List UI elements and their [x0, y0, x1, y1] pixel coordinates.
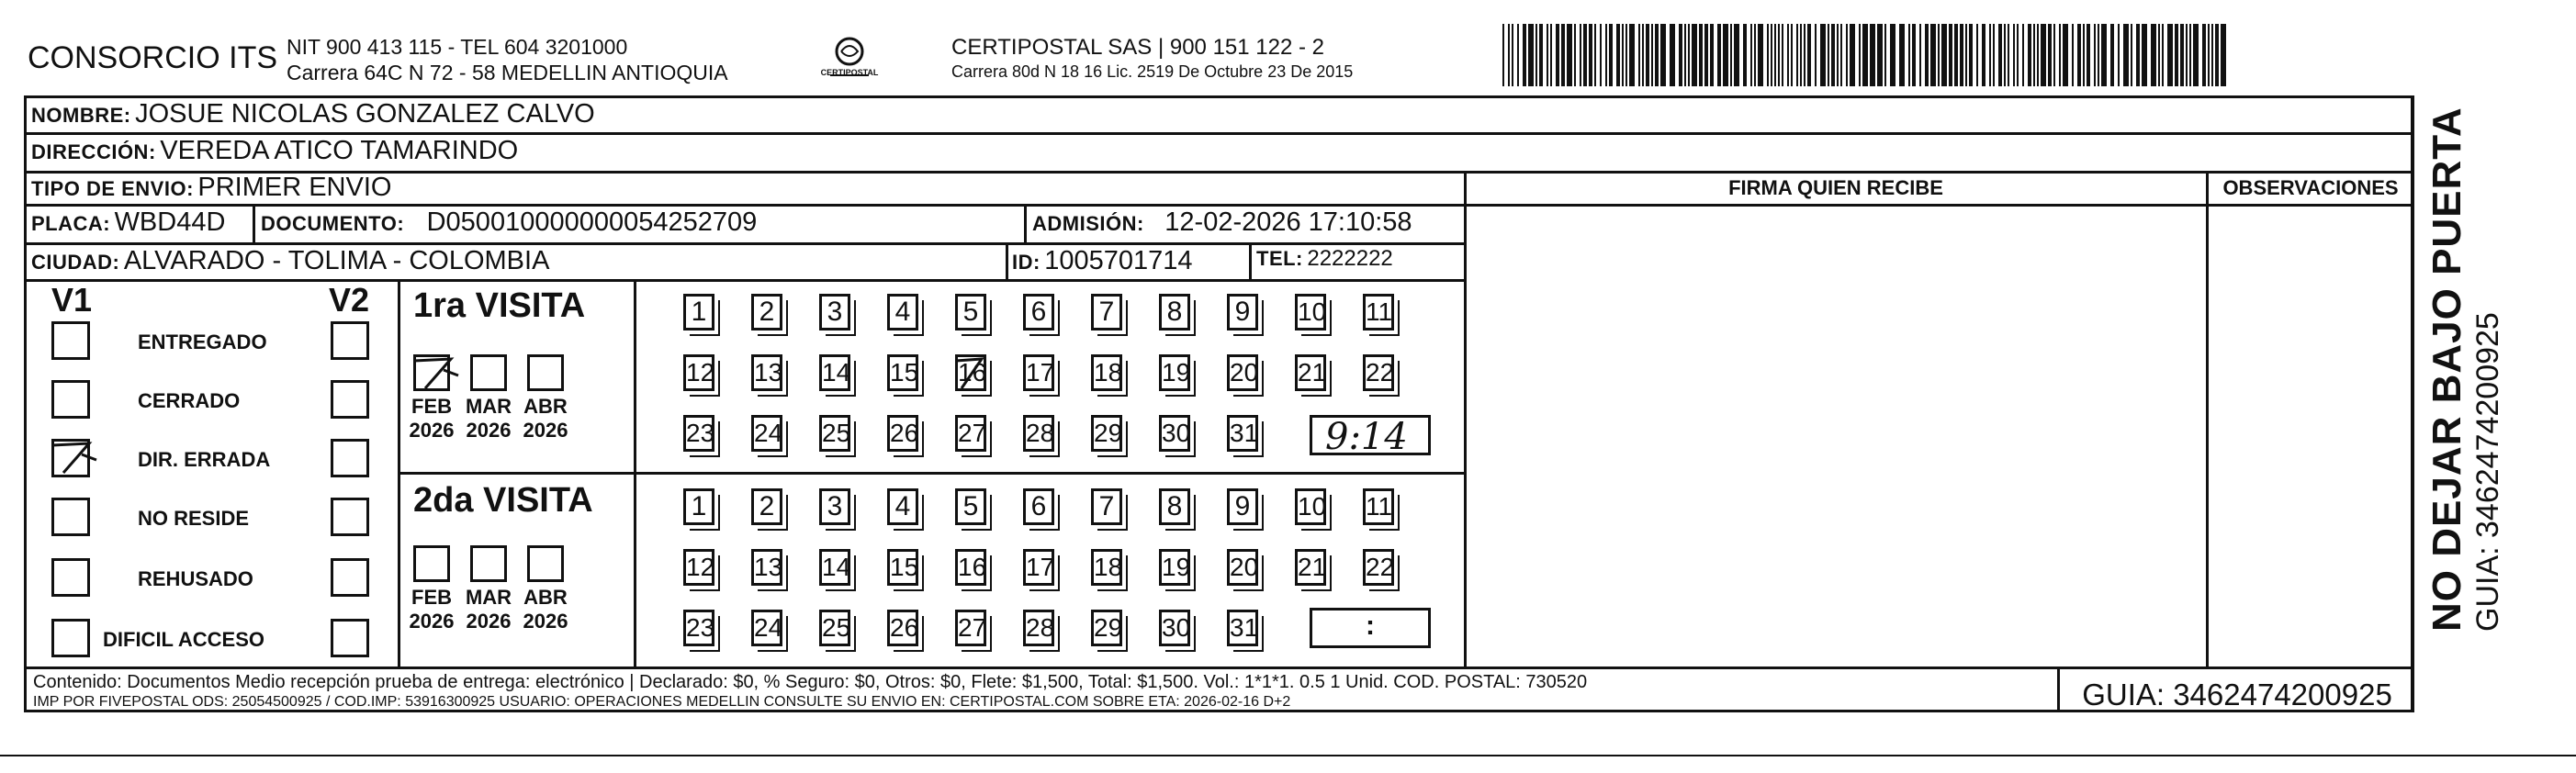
- day-box[interactable]: 28: [1023, 610, 1054, 646]
- v2-checkbox[interactable]: [331, 321, 369, 360]
- barcode-bar: [1862, 24, 1868, 86]
- barcode-bar: [1758, 24, 1763, 86]
- barcode-bar: [1517, 24, 1519, 86]
- barcode-bar: [1600, 24, 1602, 86]
- day-box[interactable]: 27: [955, 415, 986, 452]
- day-box[interactable]: 19: [1159, 354, 1190, 391]
- barcode-bar: [1930, 24, 1936, 86]
- day-box[interactable]: 25: [819, 415, 850, 452]
- month-label: FEB: [411, 586, 452, 609]
- v2-checkbox[interactable]: [331, 558, 369, 597]
- barcode-bar: [1982, 24, 1985, 86]
- barcode-bar: [2013, 24, 2015, 86]
- barcode-bar: [1692, 24, 1697, 86]
- barcode-bar: [1774, 24, 1776, 86]
- day-box[interactable]: 2: [751, 488, 782, 525]
- barcode-bar: [1820, 24, 1826, 86]
- day-box[interactable]: 30: [1159, 415, 1190, 452]
- status-label: REHUSADO: [138, 567, 253, 590]
- barcode-bar: [1717, 24, 1721, 86]
- barcode-bar: [1949, 24, 1952, 86]
- direccion-label: DIRECCIÓN:: [31, 140, 156, 163]
- day-box[interactable]: 5: [955, 294, 986, 330]
- firma-area[interactable]: [1467, 206, 2205, 665]
- barcode-bar: [1523, 24, 1526, 86]
- id-value: 1005701714: [1044, 246, 1193, 275]
- barcode-bar: [1734, 24, 1739, 86]
- day-box[interactable]: 20: [1227, 354, 1258, 391]
- barcode-bar: [1743, 24, 1747, 86]
- barcode-bar: [1580, 24, 1581, 86]
- barcode-bar: [2028, 24, 2031, 86]
- barcode-bar: [1589, 24, 1592, 86]
- side-guia: GUIA: 3462474200925: [2470, 312, 2505, 632]
- barcode-bar: [2180, 24, 2184, 86]
- barcode-bar: [1750, 24, 1752, 86]
- year-label: 2026: [523, 610, 568, 633]
- ciudad-label: CIUDAD:: [31, 251, 120, 274]
- barcode-bar: [1609, 24, 1613, 86]
- day-box[interactable]: 5: [955, 488, 986, 525]
- day-box[interactable]: 13: [751, 354, 782, 391]
- logo-text: CERTIPOSTAL: [820, 68, 879, 77]
- status-label: CERRADO: [138, 389, 241, 412]
- first-visit-time: 9:14: [1325, 416, 1408, 458]
- barcode-bar: [1723, 24, 1728, 86]
- day-box[interactable]: 14: [819, 549, 850, 586]
- day-box[interactable]: 8: [1159, 488, 1190, 525]
- day-box[interactable]: 7: [1091, 488, 1122, 525]
- day-box[interactable]: 11: [1363, 488, 1394, 525]
- day-box[interactable]: 1: [683, 488, 714, 525]
- day-box[interactable]: 22: [1363, 549, 1394, 586]
- barcode-bar: [1660, 24, 1666, 86]
- id-label: ID:: [1012, 251, 1041, 274]
- barcode-bar: [1800, 24, 1802, 86]
- company-address: Carrera 64C N 72 - 58 MEDELLIN ANTIOQUIA: [287, 61, 728, 84]
- documento-value: D050010000000054252709: [426, 207, 758, 237]
- day-box[interactable]: 30: [1159, 610, 1190, 646]
- day-box[interactable]: 26: [887, 610, 918, 646]
- v1-label: V1: [51, 281, 93, 319]
- barcode-bar: [1993, 24, 1995, 86]
- footer-guia: GUIA: 3462474200925: [2082, 678, 2392, 711]
- direccion-row: [31, 136, 518, 166]
- barcode-bar: [1638, 24, 1640, 86]
- day-box[interactable]: 3: [819, 294, 850, 330]
- barcode-bar: [2008, 24, 2009, 86]
- month-checkbox[interactable]: [527, 354, 564, 391]
- v2-checkbox[interactable]: [331, 498, 369, 536]
- barcode-bar: [1831, 24, 1835, 86]
- day-box[interactable]: 8: [1159, 294, 1190, 330]
- month-label: FEB: [411, 395, 452, 418]
- day-box[interactable]: 16: [955, 354, 986, 391]
- barcode-bar: [1899, 24, 1905, 86]
- barcode-bar: [1804, 24, 1805, 86]
- nombre-value: JOSUE NICOLAS GONZALEZ CALVO: [135, 99, 595, 129]
- barcode-bar: [1925, 24, 1929, 86]
- barcode-bar: [1622, 24, 1624, 86]
- second-visit-title: 2da VISITA: [413, 481, 593, 520]
- day-box[interactable]: 9: [1227, 294, 1258, 330]
- barcode-bar: [1870, 24, 1875, 86]
- barcode-bar: [1782, 24, 1783, 86]
- barcode-bar: [1616, 24, 1620, 86]
- barcode-bar: [1710, 24, 1714, 86]
- placa-value: WBD44D: [114, 207, 226, 237]
- barcode-bar: [1989, 24, 1991, 86]
- barcode-bar: [2202, 24, 2206, 86]
- documento-label: DOCUMENTO:: [261, 212, 405, 235]
- direccion-value: VEREDA ATICO TAMARINDO: [160, 136, 519, 165]
- placa-label: PLACA:: [31, 212, 111, 235]
- barcode-bar: [1965, 24, 1967, 86]
- barcode-bar: [2118, 24, 2120, 86]
- status-label: NO RESIDE: [138, 507, 250, 530]
- barcode-bar: [2208, 24, 2210, 86]
- day-box[interactable]: 16: [955, 549, 986, 586]
- year-label: 2026: [466, 610, 512, 633]
- company-name: CONSORCIO ITS: [28, 40, 278, 75]
- barcode-bar: [1704, 24, 1708, 86]
- day-box[interactable]: 17: [1023, 354, 1054, 391]
- barcode-bar: [2193, 24, 2199, 86]
- day-box[interactable]: 10: [1295, 488, 1326, 525]
- barcode-bar: [1502, 24, 1504, 86]
- day-box[interactable]: 2: [751, 294, 782, 330]
- barcode-bar: [1846, 24, 1848, 86]
- side-text-block: [2424, 106, 2571, 632]
- barcode-bar: [2094, 24, 2096, 86]
- barcode-bar: [1890, 24, 1895, 86]
- day-box[interactable]: 21: [1295, 549, 1326, 586]
- day-box[interactable]: 23: [683, 415, 714, 452]
- barcode-bar: [1791, 24, 1793, 86]
- barcode: [1502, 24, 2237, 88]
- barcode-bar: [1787, 24, 1789, 86]
- barcode-bar: [1840, 24, 1842, 86]
- carrier-address: Carrera 80d N 18 16 Lic. 2519 De Octubre 23 De 2015: [951, 62, 1354, 81]
- barcode-bar: [1512, 24, 1513, 86]
- day-box[interactable]: 29: [1091, 610, 1122, 646]
- id-row: [1012, 246, 1193, 276]
- barcode-bar: [1960, 24, 1963, 86]
- day-box[interactable]: 7: [1091, 294, 1122, 330]
- barcode-bar: [2063, 24, 2068, 86]
- barcode-bar: [1679, 24, 1682, 86]
- day-box[interactable]: 22: [1363, 354, 1394, 391]
- day-box[interactable]: 15: [887, 354, 918, 391]
- barcode-bar: [1976, 24, 1978, 86]
- barcode-bar: [1859, 24, 1861, 86]
- barcode-bar: [1941, 24, 1947, 86]
- barcode-bar: [1771, 24, 1772, 86]
- day-box[interactable]: 18: [1091, 549, 1122, 586]
- day-box[interactable]: 20: [1227, 549, 1258, 586]
- barcode-bar: [2151, 24, 2156, 86]
- month-checkbox[interactable]: [413, 354, 450, 391]
- day-box[interactable]: 24: [751, 415, 782, 452]
- barcode-bar: [1547, 24, 1548, 86]
- side-notice: NO DEJAR BAJO PUERTA: [2424, 106, 2469, 632]
- nombre-row: [31, 99, 595, 129]
- day-box[interactable]: 26: [887, 415, 918, 452]
- status-label: DIFICIL ACCESO: [103, 628, 265, 651]
- status-label: ENTREGADO: [138, 330, 267, 353]
- barcode-bar: [2017, 24, 2019, 86]
- month-checkbox[interactable]: [527, 545, 564, 582]
- barcode-bar: [1908, 24, 1910, 86]
- barcode-bar: [2004, 24, 2006, 86]
- barcode-bar: [1561, 24, 1565, 86]
- day-box[interactable]: 27: [955, 610, 986, 646]
- barcode-bar: [1877, 24, 1883, 86]
- barcode-bar: [2077, 24, 2081, 86]
- day-box[interactable]: 1: [683, 294, 714, 330]
- barcode-bar: [1828, 24, 1829, 86]
- v1-checkbox[interactable]: [51, 558, 90, 597]
- barcode-bar: [2098, 24, 2099, 86]
- barcode-bar: [1954, 24, 1958, 86]
- tipo-value: PRIMER ENVIO: [197, 173, 392, 202]
- v2-checkbox[interactable]: [331, 619, 369, 657]
- barcode-bar: [2087, 24, 2090, 86]
- year-label: 2026: [466, 419, 512, 442]
- barcode-bar: [2072, 24, 2074, 86]
- day-box[interactable]: 24: [751, 610, 782, 646]
- barcode-bar: [2083, 24, 2085, 86]
- barcode-bar: [1508, 24, 1510, 86]
- certipostal-logo: [808, 33, 891, 88]
- barcode-bar: [1528, 24, 1534, 86]
- barcode-bar: [2048, 24, 2052, 86]
- v2-label: V2: [329, 281, 370, 319]
- barcode-bar: [2186, 24, 2188, 86]
- day-box[interactable]: 12: [683, 549, 714, 586]
- barcode-bar: [1850, 24, 1855, 86]
- barcode-bar: [2136, 24, 2140, 86]
- barcode-bar: [1655, 24, 1659, 86]
- ciudad-value: ALVARADO - TOLIMA - COLOMBIA: [123, 246, 550, 275]
- barcode-bar: [2053, 24, 2055, 86]
- day-box[interactable]: 23: [683, 610, 714, 646]
- day-box[interactable]: 12: [683, 354, 714, 391]
- barcode-bar: [2033, 24, 2035, 86]
- admision-row: [1032, 207, 1412, 238]
- day-box[interactable]: 31: [1227, 610, 1258, 646]
- tel-row: [1256, 246, 1393, 272]
- barcode-bar: [1796, 24, 1798, 86]
- barcode-bar: [1642, 24, 1644, 86]
- barcode-bar: [2041, 24, 2046, 86]
- day-box[interactable]: 6: [1023, 294, 1054, 330]
- barcode-bar: [1938, 24, 1940, 86]
- barcode-bar: [2110, 24, 2114, 86]
- barcode-bar: [1550, 24, 1552, 86]
- v2-checkbox[interactable]: [331, 439, 369, 477]
- month-label: MAR: [465, 395, 512, 418]
- firma-header: FIRMA QUIEN RECIBE: [1728, 176, 1943, 199]
- barcode-bar: [2189, 24, 2191, 86]
- barcode-bar: [2123, 24, 2129, 86]
- barcode-bar: [1767, 24, 1769, 86]
- barcode-bar: [2037, 24, 2039, 86]
- year-label: 2026: [409, 419, 455, 442]
- v1-checkbox[interactable]: [51, 498, 90, 536]
- v1-checkbox[interactable]: [51, 619, 90, 657]
- day-box[interactable]: 31: [1227, 415, 1258, 452]
- day-box[interactable]: 14: [819, 354, 850, 391]
- barcode-bar: [2022, 24, 2024, 86]
- barcode-bar: [1556, 24, 1559, 86]
- barcode-bar: [1730, 24, 1732, 86]
- barcode-bar: [1651, 24, 1653, 86]
- tel-label: TEL:: [1256, 247, 1303, 270]
- v2-checkbox[interactable]: [331, 380, 369, 419]
- month-label: MAR: [465, 586, 512, 609]
- barcode-bar: [1646, 24, 1649, 86]
- day-box[interactable]: 4: [887, 294, 918, 330]
- bottom-rule: [0, 755, 2576, 756]
- barcode-bar: [1605, 24, 1607, 86]
- day-box[interactable]: 4: [887, 488, 918, 525]
- v1-checkbox[interactable]: [51, 380, 90, 419]
- barcode-bar: [1594, 24, 1596, 86]
- barcode-bar: [1884, 24, 1886, 86]
- barcode-bar: [1778, 24, 1780, 86]
- barcode-bar: [1919, 24, 1921, 86]
- barcode-bar: [1969, 24, 1973, 86]
- observaciones-area[interactable]: [2209, 206, 2411, 665]
- barcode-bar: [2162, 24, 2164, 86]
- barcode-bar: [2221, 24, 2226, 86]
- barcode-bar: [1754, 24, 1756, 86]
- placa-row: [31, 207, 225, 238]
- barcode-bar: [1807, 24, 1811, 86]
- barcode-bar: [2142, 24, 2147, 86]
- day-box[interactable]: 15: [887, 549, 918, 586]
- admision-label: ADMISIÓN:: [1032, 212, 1144, 235]
- day-box[interactable]: 13: [751, 549, 782, 586]
- barcode-bar: [2211, 24, 2213, 86]
- second-visit-time: :: [1366, 611, 1375, 641]
- carrier-name: CERTIPOSTAL SAS | 900 151 122 - 2: [951, 35, 1324, 60]
- company-nit: NIT 900 413 115 - TEL 604 3201000: [287, 35, 628, 59]
- tipo-row: [31, 173, 391, 203]
- day-box[interactable]: 17: [1023, 549, 1054, 586]
- v1-checkbox[interactable]: [51, 321, 90, 360]
- tipo-label: TIPO DE ENVIO:: [31, 177, 194, 200]
- month-checkbox[interactable]: [413, 545, 450, 582]
- barcode-bar: [2175, 24, 2178, 86]
- documento-row: [261, 207, 757, 238]
- second-visit-time-box[interactable]: [1310, 608, 1431, 648]
- day-box[interactable]: 6: [1023, 488, 1054, 525]
- barcode-bar: [1567, 24, 1572, 86]
- barcode-bar: [1688, 24, 1690, 86]
- barcode-bar: [1539, 24, 1543, 86]
- barcode-bar: [1699, 24, 1703, 86]
- barcode-bar: [2167, 24, 2173, 86]
- barcode-bar: [1625, 24, 1627, 86]
- barcode-bar: [1912, 24, 1916, 86]
- day-box[interactable]: 21: [1295, 354, 1326, 391]
- day-box[interactable]: 11: [1363, 294, 1394, 330]
- month-checkbox[interactable]: [470, 354, 507, 391]
- tel-value: 2222222: [1307, 246, 1393, 271]
- year-label: 2026: [409, 610, 455, 633]
- barcode-bar: [1837, 24, 1839, 86]
- day-box[interactable]: 19: [1159, 549, 1190, 586]
- v1-checkbox[interactable]: [51, 439, 90, 477]
- day-box[interactable]: 29: [1091, 415, 1122, 452]
- day-box[interactable]: 10: [1295, 294, 1326, 330]
- day-box[interactable]: 18: [1091, 354, 1122, 391]
- observaciones-header: OBSERVACIONES: [2222, 176, 2399, 199]
- barcode-bar: [1629, 24, 1635, 86]
- barcode-bar: [1670, 24, 1675, 86]
- barcode-bar: [1684, 24, 1686, 86]
- admision-value: 12-02-2026 17:10:58: [1164, 207, 1412, 237]
- day-box[interactable]: 25: [819, 610, 850, 646]
- nombre-label: NOMBRE:: [31, 104, 131, 127]
- first-visit-title: 1ra VISITA: [413, 286, 586, 325]
- barcode-bar: [2215, 24, 2219, 86]
- barcode-bar: [2158, 24, 2160, 86]
- month-label: ABR: [523, 395, 568, 418]
- day-box[interactable]: 9: [1227, 488, 1258, 525]
- month-label: ABR: [523, 586, 568, 609]
- footer-imp: IMP POR FIVEPOSTAL ODS: 25054500925 / COD.IMP: 53916300925 USUARIO: OPERACIONES MEDELLIN CONSULTE SU ENVIO EN: CERTIPOSTAL.COM SOBRE ETA: 2026-02-16 D+2: [33, 694, 1291, 710]
- year-label: 2026: [523, 419, 568, 442]
- barcode-bar: [1535, 24, 1537, 86]
- day-box[interactable]: 3: [819, 488, 850, 525]
- status-label: DIR. ERRADA: [138, 448, 271, 471]
- barcode-bar: [1815, 24, 1817, 86]
- month-checkbox[interactable]: [470, 545, 507, 582]
- barcode-bar: [1574, 24, 1576, 86]
- footer-contenido: Contenido: Documentos Medio recepción prueba de entrega: electrónico | Declarado: $0, % Seguro: $0, Otros: $0, Flete: $1,500, Total: $1,500. Vol.: 1*1*1. 0.5 1 Unid. COD. POSTAL: 730520: [33, 672, 1588, 692]
- day-box[interactable]: 28: [1023, 415, 1054, 452]
- barcode-bar: [1583, 24, 1587, 86]
- barcode-bar: [2101, 24, 2107, 86]
- barcode-bar: [2059, 24, 2061, 86]
- barcode-bar: [1998, 24, 2002, 86]
- ciudad-row: [31, 246, 549, 276]
- first-visit-time-box[interactable]: [1310, 415, 1431, 458]
- barcode-bar: [2131, 24, 2132, 86]
